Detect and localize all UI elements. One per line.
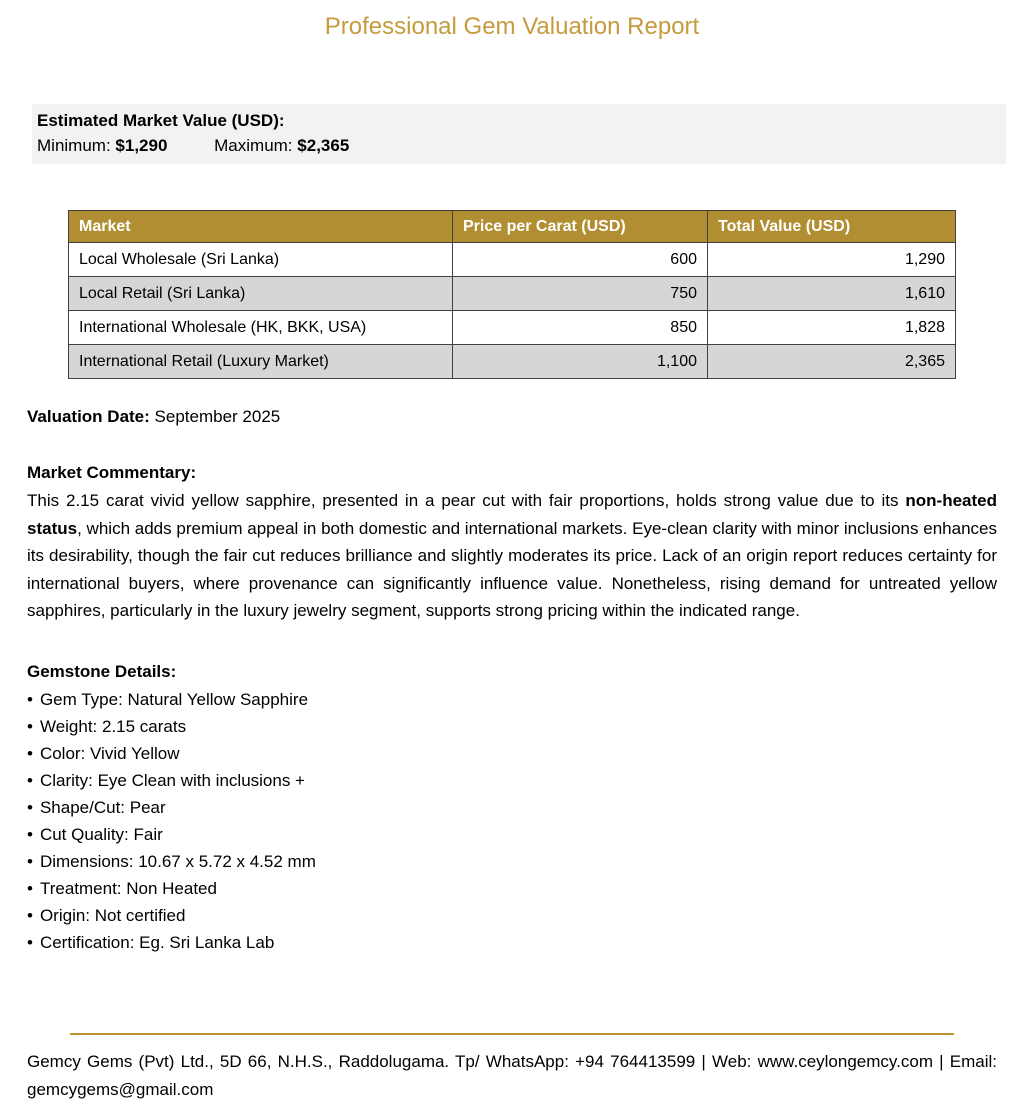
column-header-price-per-carat: Price per Carat (USD) bbox=[453, 211, 708, 243]
column-header-market: Market bbox=[69, 211, 453, 243]
total-value-cell: 1,610 bbox=[708, 277, 956, 311]
footer-contact-text: Gemcy Gems (Pvt) Ltd., 5D 66, N.H.S., Raddolugama. Tp/ WhatsApp: +94 764413599 | Web: www.ceylongemcy.com | Email: gemcygems@gmail.com bbox=[27, 1052, 997, 1099]
footer-divider bbox=[70, 1033, 954, 1035]
detail-item: • Treatment: Non Heated bbox=[27, 875, 997, 902]
market-cell: Local Wholesale (Sri Lanka) bbox=[69, 243, 453, 277]
price-per-carat-cell: 850 bbox=[453, 311, 708, 345]
detail-item: • Weight: 2.15 carats bbox=[27, 713, 997, 740]
price-per-carat-cell: 750 bbox=[453, 277, 708, 311]
maximum-value: $2,365 bbox=[297, 136, 350, 155]
valuation-date-value: September 2025 bbox=[154, 407, 281, 426]
table-row bbox=[69, 243, 956, 277]
column-header-total-value: Total Value (USD) bbox=[708, 211, 956, 243]
detail-item: • Dimensions: 10.67 x 5.72 x 4.52 mm bbox=[27, 848, 997, 875]
table-row bbox=[69, 311, 956, 345]
detail-item: • Cut Quality: Fair bbox=[27, 821, 997, 848]
details-heading: Gemstone Details: bbox=[27, 661, 177, 681]
total-value-cell: 1,828 bbox=[708, 311, 956, 345]
market-valuation-table bbox=[68, 210, 956, 379]
valuation-date-label: Valuation Date: bbox=[27, 407, 150, 426]
commentary-bold-phrase: non-heated status bbox=[27, 491, 997, 538]
detail-item: • Gem Type: Natural Yellow Sapphire bbox=[27, 686, 997, 713]
minimum-label: Minimum: bbox=[37, 136, 111, 155]
commentary-text-before: This 2.15 carat vivid yellow sapphire, presented in a pear cut with fair proportions, holds strong value due to its bbox=[27, 491, 906, 510]
detail-item: • Clarity: Eye Clean with inclusions + bbox=[27, 767, 997, 794]
maximum-label: Maximum: bbox=[214, 136, 293, 155]
table-row bbox=[69, 277, 956, 311]
total-value-cell: 1,290 bbox=[708, 243, 956, 277]
details-list bbox=[27, 686, 997, 956]
detail-item: • Certification: Eg. Sri Lanka Lab bbox=[27, 929, 997, 956]
market-cell: Local Retail (Sri Lanka) bbox=[69, 277, 453, 311]
table-header-row bbox=[69, 211, 956, 243]
commentary-text-after: , which adds premium appeal in both domestic and international markets. Eye-clean clarity with minor inclusions enhances its desirability, though the fair cut reduces brilliance and slightly moderates its price. Lack of an origin report reduces certainty for international buyers, where provenance can significantly influence value. Nonetheless, rising demand for untreated yellow sapphires, particularly in the luxury jewelry segment, supports strong pricing within the indicated range. bbox=[27, 518, 997, 620]
estimated-value-box bbox=[32, 104, 1006, 164]
estimated-value-range bbox=[37, 134, 994, 158]
estimated-value-heading: Estimated Market Value (USD): bbox=[37, 111, 285, 130]
detail-item: • Shape/Cut: Pear bbox=[27, 794, 997, 821]
footer bbox=[27, 1033, 997, 1104]
page-title: Professional Gem Valuation Report bbox=[324, 13, 700, 40]
detail-item: • Color: Vivid Yellow bbox=[27, 740, 997, 767]
commentary-heading: Market Commentary: bbox=[27, 463, 197, 482]
valuation-date bbox=[27, 405, 997, 429]
table-row bbox=[69, 345, 956, 379]
total-value-cell: 2,365 bbox=[708, 345, 956, 379]
minimum-value: $1,290 bbox=[115, 136, 168, 155]
detail-item: • Origin: Not certified bbox=[27, 902, 997, 929]
commentary-text bbox=[27, 487, 997, 625]
price-per-carat-cell: 600 bbox=[453, 243, 708, 277]
market-cell: International Wholesale (HK, BKK, USA) bbox=[69, 311, 453, 345]
price-per-carat-cell: 1,100 bbox=[453, 345, 708, 379]
market-cell: International Retail (Luxury Market) bbox=[69, 345, 453, 379]
